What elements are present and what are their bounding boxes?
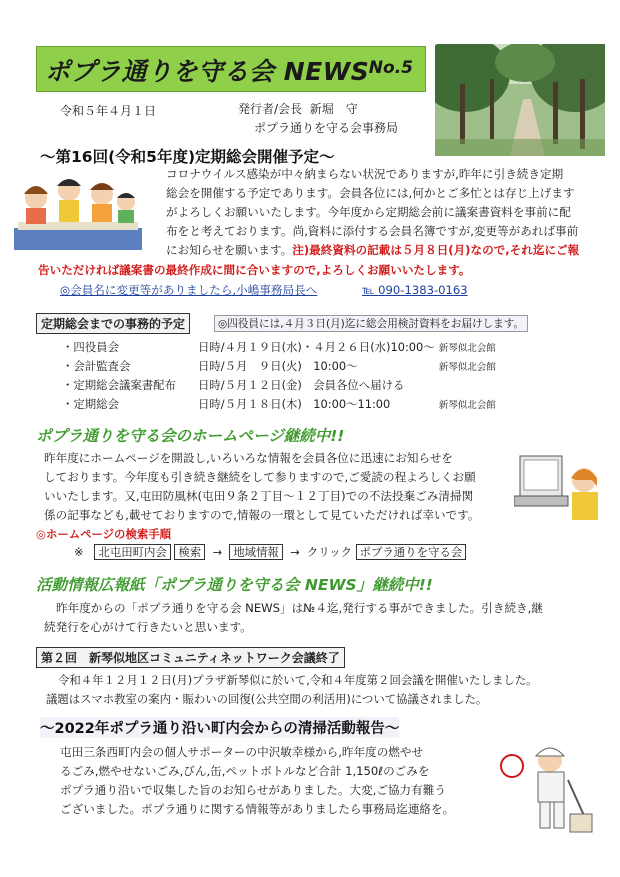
schedule-date: 日時/５月１２日(金) 会員各位へ届ける [198, 377, 405, 392]
section4-line: 令和４年１２月１２日(月)プラザ新琴似に於いて,令和４年度第２回会議を開催いたしました。 [58, 673, 538, 687]
search-steps [74, 543, 466, 562]
contact-note: ◎会員名に変更等がありましたら,小嶋事務局長へ [60, 283, 318, 297]
schedule-date: 日時/４月１９日(水)・４月２６日(水)10:00～ [198, 339, 435, 354]
section1-body [166, 165, 579, 260]
schedule-place [435, 375, 496, 394]
publisher-line [238, 100, 358, 117]
schedule-place: 新琴似北会館 [438, 342, 496, 354]
deadline-note-continued: 告いただければ議案書の最終作成に間に合いますので,よろしくお願いいたします。 [38, 263, 471, 277]
section1-line: 布をと考えております。尚,資料に添付する会員名簿ですが,変更等があれば事前 [166, 224, 579, 238]
section4-body [46, 671, 538, 709]
schedule-event: ・定期総会議案書配布 [62, 377, 176, 392]
schedule-place: 新琴似北会館 [438, 399, 496, 411]
section1-line [166, 241, 579, 260]
deadline-note: 注)最終資料の記載は５月８日(月)なので,それ迄にご報 [292, 243, 580, 257]
poplar-avenue-photo [435, 44, 605, 156]
section5-line: ポプラ通り沿いで収集した旨のお知らせがありました。大変,ご協力有難う [60, 783, 446, 797]
section4-heading: 第２回 新琴似地区コミュニティネットワーク会議終了 [36, 647, 345, 668]
section1-line-text: にお知らせを願います。 [166, 243, 293, 257]
search-step-keyword: 北屯田町内会 [94, 544, 170, 560]
cleanup-worker-illustration [498, 740, 602, 840]
publisher-name: 新堀 守 [309, 102, 358, 116]
publisher-office: ポプラ通りを守る会事務局 [254, 121, 399, 135]
search-steps-title: ◎ホームページの検索手順 [36, 527, 172, 541]
section2-line: 昨年度にホームページを開設し,いろいろな情報を会員各位に迅速にお知らせを [44, 451, 453, 465]
publisher-label: 発行者/会長 [238, 102, 303, 116]
table-row [62, 394, 496, 413]
issue-date: 令和５年４月１日 [60, 104, 157, 118]
section1-heading: ～第16回(令和5年度)定期総会開催予定～ [40, 148, 335, 166]
schedule-heading: 定期総会までの事務的予定 [36, 313, 190, 334]
arrow-icon: → [212, 545, 222, 559]
section2-body [44, 449, 479, 525]
section3-line: 続発行を心がけて行きたいと思います。 [44, 620, 252, 634]
schedule-event: ・会計監査会 [62, 358, 131, 373]
section1-line: がよろしくお願いいたします。今年度から定期総会前に議案書資料を事前に配 [166, 205, 571, 219]
section2-line: しております。今年度も引き続き継続をして参りますので,ご愛読の程よろしくお願 [44, 470, 476, 484]
section3-line: 昨年度からの「ポプラ通りを守る会 NEWS」は№４迄,発行する事ができました。引き続き,継 [56, 601, 543, 615]
table-row [62, 375, 496, 394]
schedule-event: ・四役員会 [62, 339, 119, 354]
issue-number: No.5 [368, 58, 413, 78]
schedule-note: ◎四役員には,４月３日(月)迄に総会用検討資料をお届けします。 [214, 315, 528, 332]
section1-line: 総会を開催する予定であります。会員各位には,何かとご多忙とは存じ上げます [166, 186, 575, 200]
section5-line: 屯田三条西町内会の個人サポーターの中沢敏幸様から,昨年度の燃やせ [60, 745, 424, 759]
schedule-event: ・定期総会 [62, 396, 119, 411]
search-step-site-name: ポプラ通りを守る会 [356, 544, 467, 560]
section5-body [60, 743, 454, 819]
table-row [62, 337, 496, 356]
section4-line: 議題はスマホ教室の案内・賑わいの回復(公共空間の利活用)について協議されました。 [46, 692, 488, 706]
schedule-place: 新琴似北会館 [438, 361, 496, 373]
section3-heading: 活動情報広報紙「ポプラ通りを守る会 NEWS」継続中!! [36, 576, 433, 594]
meeting-people-illustration [14, 170, 144, 260]
section5-heading: ～2022年ポプラ通り沿い町内会からの清掃活動報告～ [40, 717, 399, 738]
schedule-date: 日時/５月 ９日(火) 10:00～ [198, 358, 358, 373]
search-step-area-info: 地域情報 [229, 544, 283, 560]
section5-line: ございました。ポプラ通りに関する情報等がありましたら事務局迄連絡を。 [60, 802, 455, 816]
section2-heading: ポプラ通りを守る会のホームページ継続中!! [36, 427, 345, 445]
section2-line: いいたします。又,屯田防風林(屯田９条２丁目～１２丁目)での不法投棄ごみ清掃関 [44, 489, 474, 503]
arrow-icon: → [290, 545, 300, 559]
newsletter-title: ポプラ通りを守る会 NEWS [45, 57, 370, 86]
title-banner [36, 46, 426, 92]
section1-line: コロナウイルス感染が中々納まらない状況でありますが,昨年に引き続き定期 [166, 167, 564, 181]
section3-body [44, 599, 543, 637]
schedule-table [62, 337, 496, 413]
table-row [62, 356, 496, 375]
search-step-search: 検索 [174, 544, 205, 560]
schedule-date: 日時/５月１８日(木) 10:00～11:00 [198, 396, 391, 411]
contact-tel: ℡ 090-1383-0163 [362, 283, 468, 297]
section5-line: るごみ,燃やせないごみ,びん,缶,ペットボトルなど合計 1,150ℓのごみを [60, 764, 430, 778]
computer-user-illustration [514, 450, 606, 530]
section2-line: 係の記事なども,載せておりますので,情報の一環として見ていただければ幸いです。 [44, 508, 480, 522]
search-step-click: クリック [306, 545, 352, 559]
note-mark: ※ [74, 545, 84, 559]
